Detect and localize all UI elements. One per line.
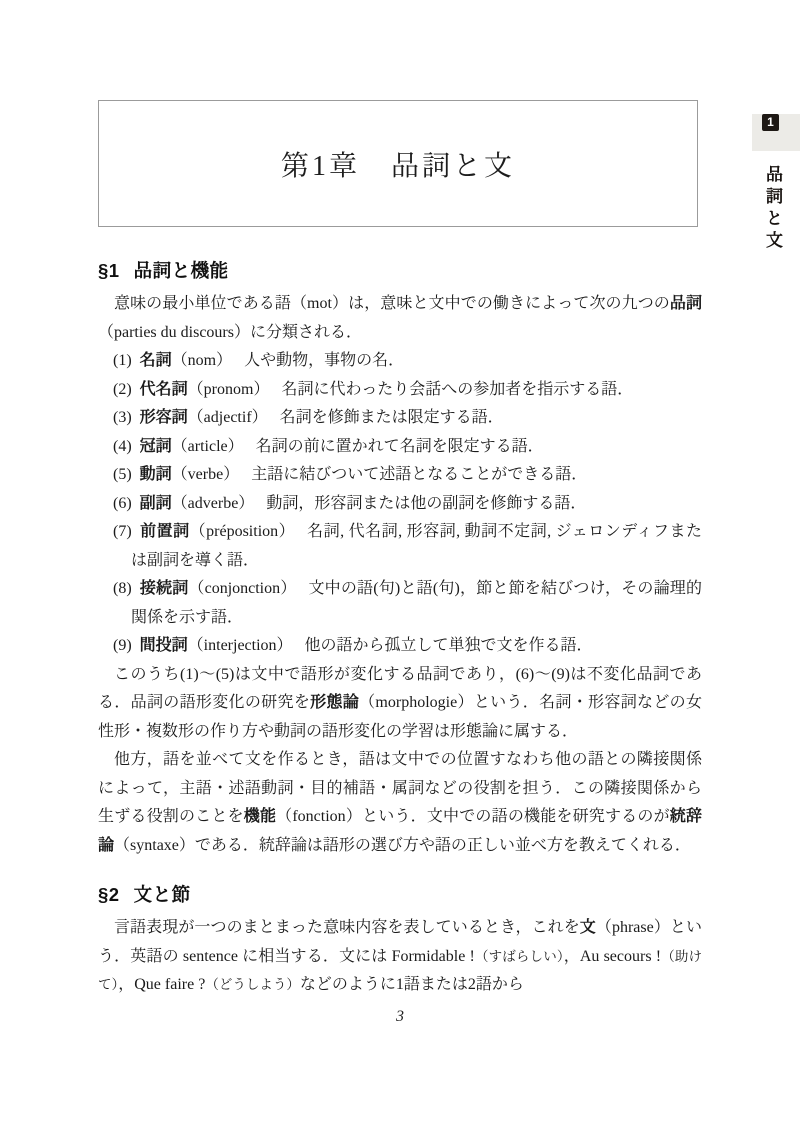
item-description: 名詞を修飾または限定する語． xyxy=(279,409,504,426)
text-run: このうち(1)～(5)は文中で語形が変化する品詞であり，(6)～(9)は不変化品詞である．品詞の語形変化の研究を xyxy=(98,665,702,711)
pos-list-item xyxy=(98,376,702,405)
emphasized-term: 統辞論 xyxy=(98,808,702,854)
item-term: 間投詞 xyxy=(139,637,188,654)
pos-list-item xyxy=(98,632,702,661)
chapter-side-tab xyxy=(752,104,800,253)
function-paragraph xyxy=(98,746,702,860)
item-french: （adjectif） xyxy=(187,409,268,426)
text-run: 言語表現が一つのまとまった意味内容を表しているとき，これを xyxy=(114,919,580,936)
item-number: (4) xyxy=(113,437,132,455)
text-run: （morphologie）という．名詞・形容詞などの女性形・複数形の作り方や動詞の語形変化の学習は形態論に属する． xyxy=(98,694,702,740)
emphasized-term: 形態論 xyxy=(310,694,360,711)
item-number: (9) xyxy=(113,637,132,654)
text-run: （fonction）という．文中での語の機能を研究するのが xyxy=(276,808,670,825)
morphology-paragraph xyxy=(98,661,702,747)
pos-list-item xyxy=(98,461,702,490)
main-text-column xyxy=(98,256,702,1000)
item-description: 名詞, 代名詞, 形容詞, 動詞不定詞, ジェロンディフまたは副詞を導く語． xyxy=(131,523,702,569)
section-1-heading xyxy=(98,256,702,286)
pos-list-item xyxy=(98,433,702,462)
section-2-number: §2 xyxy=(98,884,120,905)
text-run: （parties du discours）に分類される． xyxy=(98,323,362,341)
section-2-paragraph xyxy=(98,914,702,1000)
item-number: (6) xyxy=(113,494,132,512)
text-run: （phrase）という．英語の sentence に相当する．文には Formidable ! xyxy=(98,919,702,965)
text-run: （助けて） xyxy=(98,948,702,992)
intro-paragraph xyxy=(98,290,702,347)
text-run: （syntaxe）である．統辞論は語形の選び方や語の正しい並べ方を教えてくれる． xyxy=(114,836,691,854)
item-french: （pronom） xyxy=(187,380,270,398)
pos-list-item xyxy=(98,575,702,632)
item-number: (5) xyxy=(113,466,132,483)
item-term: 名詞 xyxy=(139,352,172,369)
item-term: 動詞 xyxy=(139,466,172,483)
text-run: ，Au secours ! xyxy=(563,947,662,965)
chapter-title: 第1章 品詞と文 xyxy=(280,150,515,182)
item-description: 動詞，形容詞または他の副詞を修飾する語． xyxy=(266,494,587,512)
text-run: （どうしよう） xyxy=(205,977,300,992)
pos-list-item xyxy=(98,518,702,575)
pos-list-item xyxy=(98,347,702,376)
text-run: 意味の最小単位である語（mot）は，意味と文中での働きによって次の九つの xyxy=(114,295,670,312)
emphasized-term: 文 xyxy=(579,919,596,936)
item-term: 代名詞 xyxy=(139,380,188,398)
side-tab-label: 品詞と文 xyxy=(763,165,782,253)
side-tab-chapter-number: 1 xyxy=(762,114,779,131)
text-run: などのように1語または2語から xyxy=(299,976,524,993)
text-run: （すばらしい） xyxy=(474,948,564,964)
chapter-title-box xyxy=(98,100,698,227)
item-description: 他の語から孤立して単独で文を作る語． xyxy=(304,637,593,654)
item-number: (8) xyxy=(113,580,132,597)
item-french: （conjonction） xyxy=(188,580,297,597)
item-term: 前置詞 xyxy=(139,523,190,540)
item-french: （nom） xyxy=(171,352,233,369)
section-2-title: 文と節 xyxy=(133,884,191,905)
section-1-title: 品詞と機能 xyxy=(133,260,229,281)
item-description: 名詞に代わったり会話への参加者を指示する語． xyxy=(281,380,634,398)
emphasized-term: 品詞 xyxy=(669,295,702,312)
item-number: (7) xyxy=(113,523,132,540)
parts-of-speech-list xyxy=(98,347,702,661)
item-french: （article） xyxy=(171,437,244,455)
emphasized-term: 機能 xyxy=(243,808,277,825)
text-run: 他方，語を並べて文を作るとき，語は文中での位置すなわち他の語との隣接関係によって，主語・述語動詞・目的補語・属詞などの役割を担う．この隣接関係から生ずる役割のことを xyxy=(98,751,702,825)
item-number: (2) xyxy=(113,380,132,398)
text-run: ，Que faire ? xyxy=(118,976,206,993)
item-french: （verbe） xyxy=(171,466,240,483)
section-1-number: §1 xyxy=(98,260,120,281)
section-2-heading xyxy=(98,880,702,910)
item-description: 人や動物，事物の名． xyxy=(244,352,405,369)
pos-list-item xyxy=(98,490,702,519)
item-description: 文中の語(句)と語(句)，節と節を結びつけ，その論理的関係を示す語． xyxy=(131,580,702,626)
page-number: 3 xyxy=(396,1008,404,1025)
item-number: (1) xyxy=(113,352,132,369)
item-term: 副詞 xyxy=(139,494,172,512)
item-french: （adverbe） xyxy=(171,494,255,512)
item-term: 接続詞 xyxy=(139,580,189,597)
item-term: 冠詞 xyxy=(139,437,172,455)
item-term: 形容詞 xyxy=(139,409,188,426)
item-french: （interjection） xyxy=(187,637,293,654)
item-number: (3) xyxy=(113,409,132,426)
item-french: （préposition） xyxy=(189,523,296,540)
item-description: 名詞の前に置かれて名詞を限定する語． xyxy=(255,437,544,455)
item-description: 主語に結びついて述語となることができる語． xyxy=(251,466,588,483)
pos-list-item xyxy=(98,404,702,433)
side-tab-background xyxy=(752,114,800,151)
